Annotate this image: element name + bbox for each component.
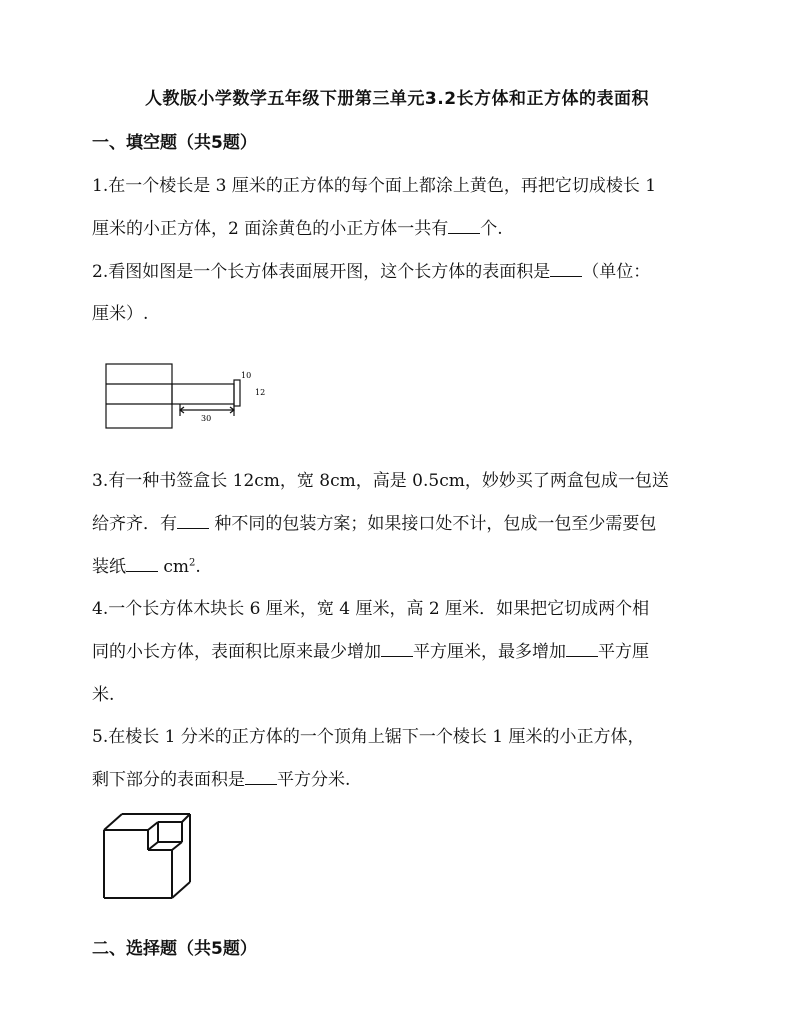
- q5-text-b: 平方分米.: [277, 770, 351, 790]
- q3-text-a: 给齐齐．有: [92, 514, 177, 534]
- q5-text-a: 剩下部分的表面积是: [92, 770, 245, 790]
- q3-line3: [92, 552, 201, 577]
- q3-unit: cm: [158, 557, 190, 577]
- q3-text-b: 种不同的包装方案；如果接口处不计，包成一包至少需要包: [209, 514, 657, 534]
- label-30: 30: [201, 414, 212, 423]
- cut-cube-figure: [100, 810, 200, 902]
- q4-text-b: 平方厘米，最多增加: [413, 642, 566, 662]
- q4-line3: 米.: [92, 685, 115, 705]
- q4-answer-blank-2[interactable]: [566, 642, 598, 657]
- q1-text-b: 个.: [480, 219, 503, 239]
- q2-text-a: 2.看图如图是一个长方体表面展开图，这个长方体的表面积是: [92, 262, 551, 282]
- q3-answer-blank-2[interactable]: [126, 557, 158, 572]
- q3-line2: [92, 509, 656, 534]
- q5-answer-blank[interactable]: [245, 770, 277, 785]
- cuboid-net-figure: [100, 362, 280, 434]
- label-10: 10: [241, 371, 252, 380]
- q4-text-c: 平方厘: [598, 642, 649, 662]
- q4-text-a: 同的小长方体，表面积比原来最少增加: [92, 642, 381, 662]
- q1-line1: 1.在一个棱长是 3 厘米的正方体的每个面上都涂上黄色，再把它切成棱长 1: [92, 176, 657, 196]
- section-heading-fill-in: 一、填空题（共5题）: [92, 133, 257, 153]
- q4-line2: [92, 637, 649, 662]
- q3-text-c: 装纸: [92, 557, 126, 577]
- label-12: 12: [255, 388, 266, 397]
- q4-line1: 4.一个长方体木块长 6 厘米，宽 4 厘米，高 2 厘米．如果把它切成两个相: [92, 599, 650, 619]
- q3-unit-exponent: 2: [189, 557, 196, 569]
- section-heading-multiple-choice: 二、选择题（共5题）: [92, 939, 257, 959]
- q2-text-b: （单位：: [582, 262, 651, 282]
- q1-line2: [92, 214, 503, 239]
- q5-line2: [92, 765, 350, 790]
- q4-answer-blank-1[interactable]: [381, 642, 413, 657]
- page-title: 人教版小学数学五年级下册第三单元3.2长方体和正方体的表面积: [144, 89, 650, 109]
- q3-line1: 3.有一种书签盒长 12cm，宽 8cm，高是 0.5cm，妙妙买了两盒包成一包送: [92, 471, 669, 491]
- q3-text-d: .: [195, 557, 201, 577]
- q2-line2: 厘米）.: [92, 304, 149, 324]
- q5-line1: 5.在棱长 1 分米的正方体的一个顶角上锯下一个棱长 1 厘米的小正方体，: [92, 727, 645, 747]
- q2-line1: [92, 257, 650, 282]
- q3-answer-blank-1[interactable]: [177, 514, 209, 529]
- q1-text-a: 厘米的小正方体，2 面涂黄色的小正方体一共有: [92, 219, 449, 239]
- q1-answer-blank[interactable]: [448, 219, 480, 234]
- q2-answer-blank[interactable]: [550, 262, 582, 277]
